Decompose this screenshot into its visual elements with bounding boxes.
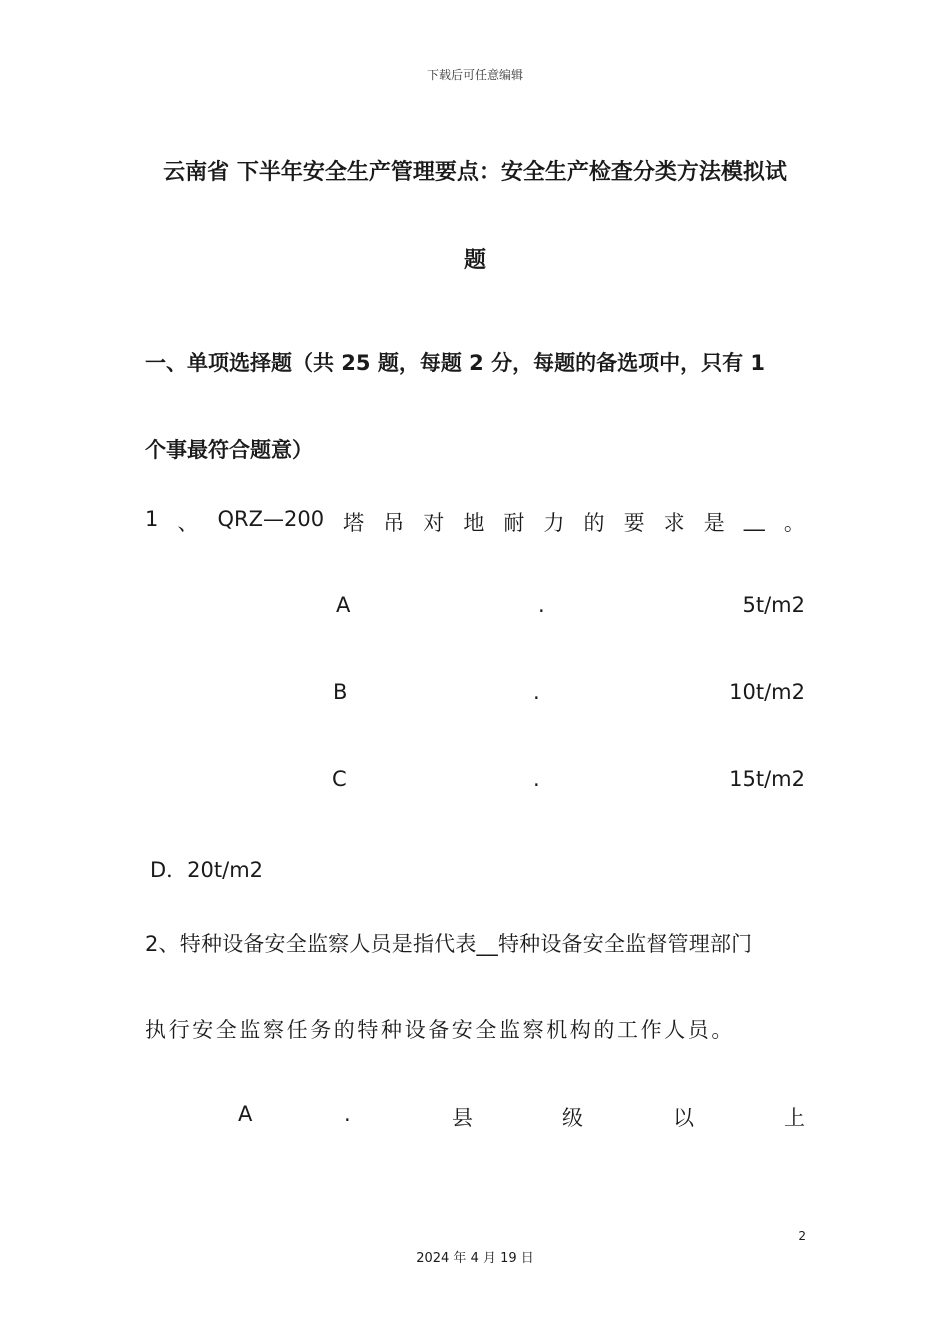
section-heading-line-1: 一、单项选择题（共 25 题，每题 2 分，每题的备选项中，只有 1 <box>145 351 766 375</box>
option-char: 以 <box>673 1106 694 1130</box>
question-2-line-2: 执行安全监察任务的特种设备安全监察机构的工作人员。 <box>145 1018 735 1042</box>
q1-token: __ <box>743 507 765 531</box>
option-value: 15t/m2 <box>729 767 805 791</box>
option-char: 级 <box>562 1106 583 1130</box>
q1-token: 要 <box>623 511 645 535</box>
q1-token: 耐 <box>503 511 525 535</box>
q1-token: 的 <box>583 511 605 535</box>
q1-option-d: D．20t/m2 <box>150 858 264 882</box>
footer-date: 2024 年 4 月 19 日 <box>416 1251 534 1266</box>
option-dot: . <box>538 593 545 617</box>
q1-token: 1 <box>145 507 159 531</box>
option-dot: . <box>344 1102 351 1126</box>
header-note: 下载后可任意编辑 <box>426 68 523 82</box>
option-char: 县 <box>452 1106 473 1130</box>
q1-token: 是 <box>703 511 725 535</box>
option-dot: . <box>533 680 540 704</box>
option-value: 5t/m2 <box>742 593 805 617</box>
question-1-stem <box>145 507 805 537</box>
option-char: 上 <box>784 1106 805 1130</box>
q1-token: 吊 <box>383 511 405 535</box>
q1-token: QRZ—200 <box>217 507 325 531</box>
question-2-line-1: 2、特种设备安全监察人员是指代表__特种设备安全监督管理部门 <box>145 932 753 956</box>
option-letter: A <box>336 593 351 617</box>
q1-token: 、 <box>177 511 199 535</box>
q1-token: 塔 <box>343 511 365 535</box>
section-heading-line-2: 个事最符合题意） <box>145 438 313 462</box>
option-dot: . <box>533 767 540 791</box>
q1-token: 地 <box>463 511 485 535</box>
q1-token: 。 <box>783 511 805 535</box>
q1-token: 对 <box>423 511 445 535</box>
option-letter: C <box>332 767 347 791</box>
document-title-line-2: 题 <box>463 248 486 273</box>
q1-token: 求 <box>663 511 685 535</box>
document-title-line-1: 云南省 下半年安全生产管理要点：安全生产检查分类方法模拟试 <box>163 160 787 185</box>
option-letter: B <box>333 680 348 704</box>
q1-token: 力 <box>543 511 565 535</box>
option-letter: A <box>238 1102 253 1126</box>
option-value: 10t/m2 <box>729 680 805 704</box>
page-number: 2 <box>798 1229 806 1243</box>
